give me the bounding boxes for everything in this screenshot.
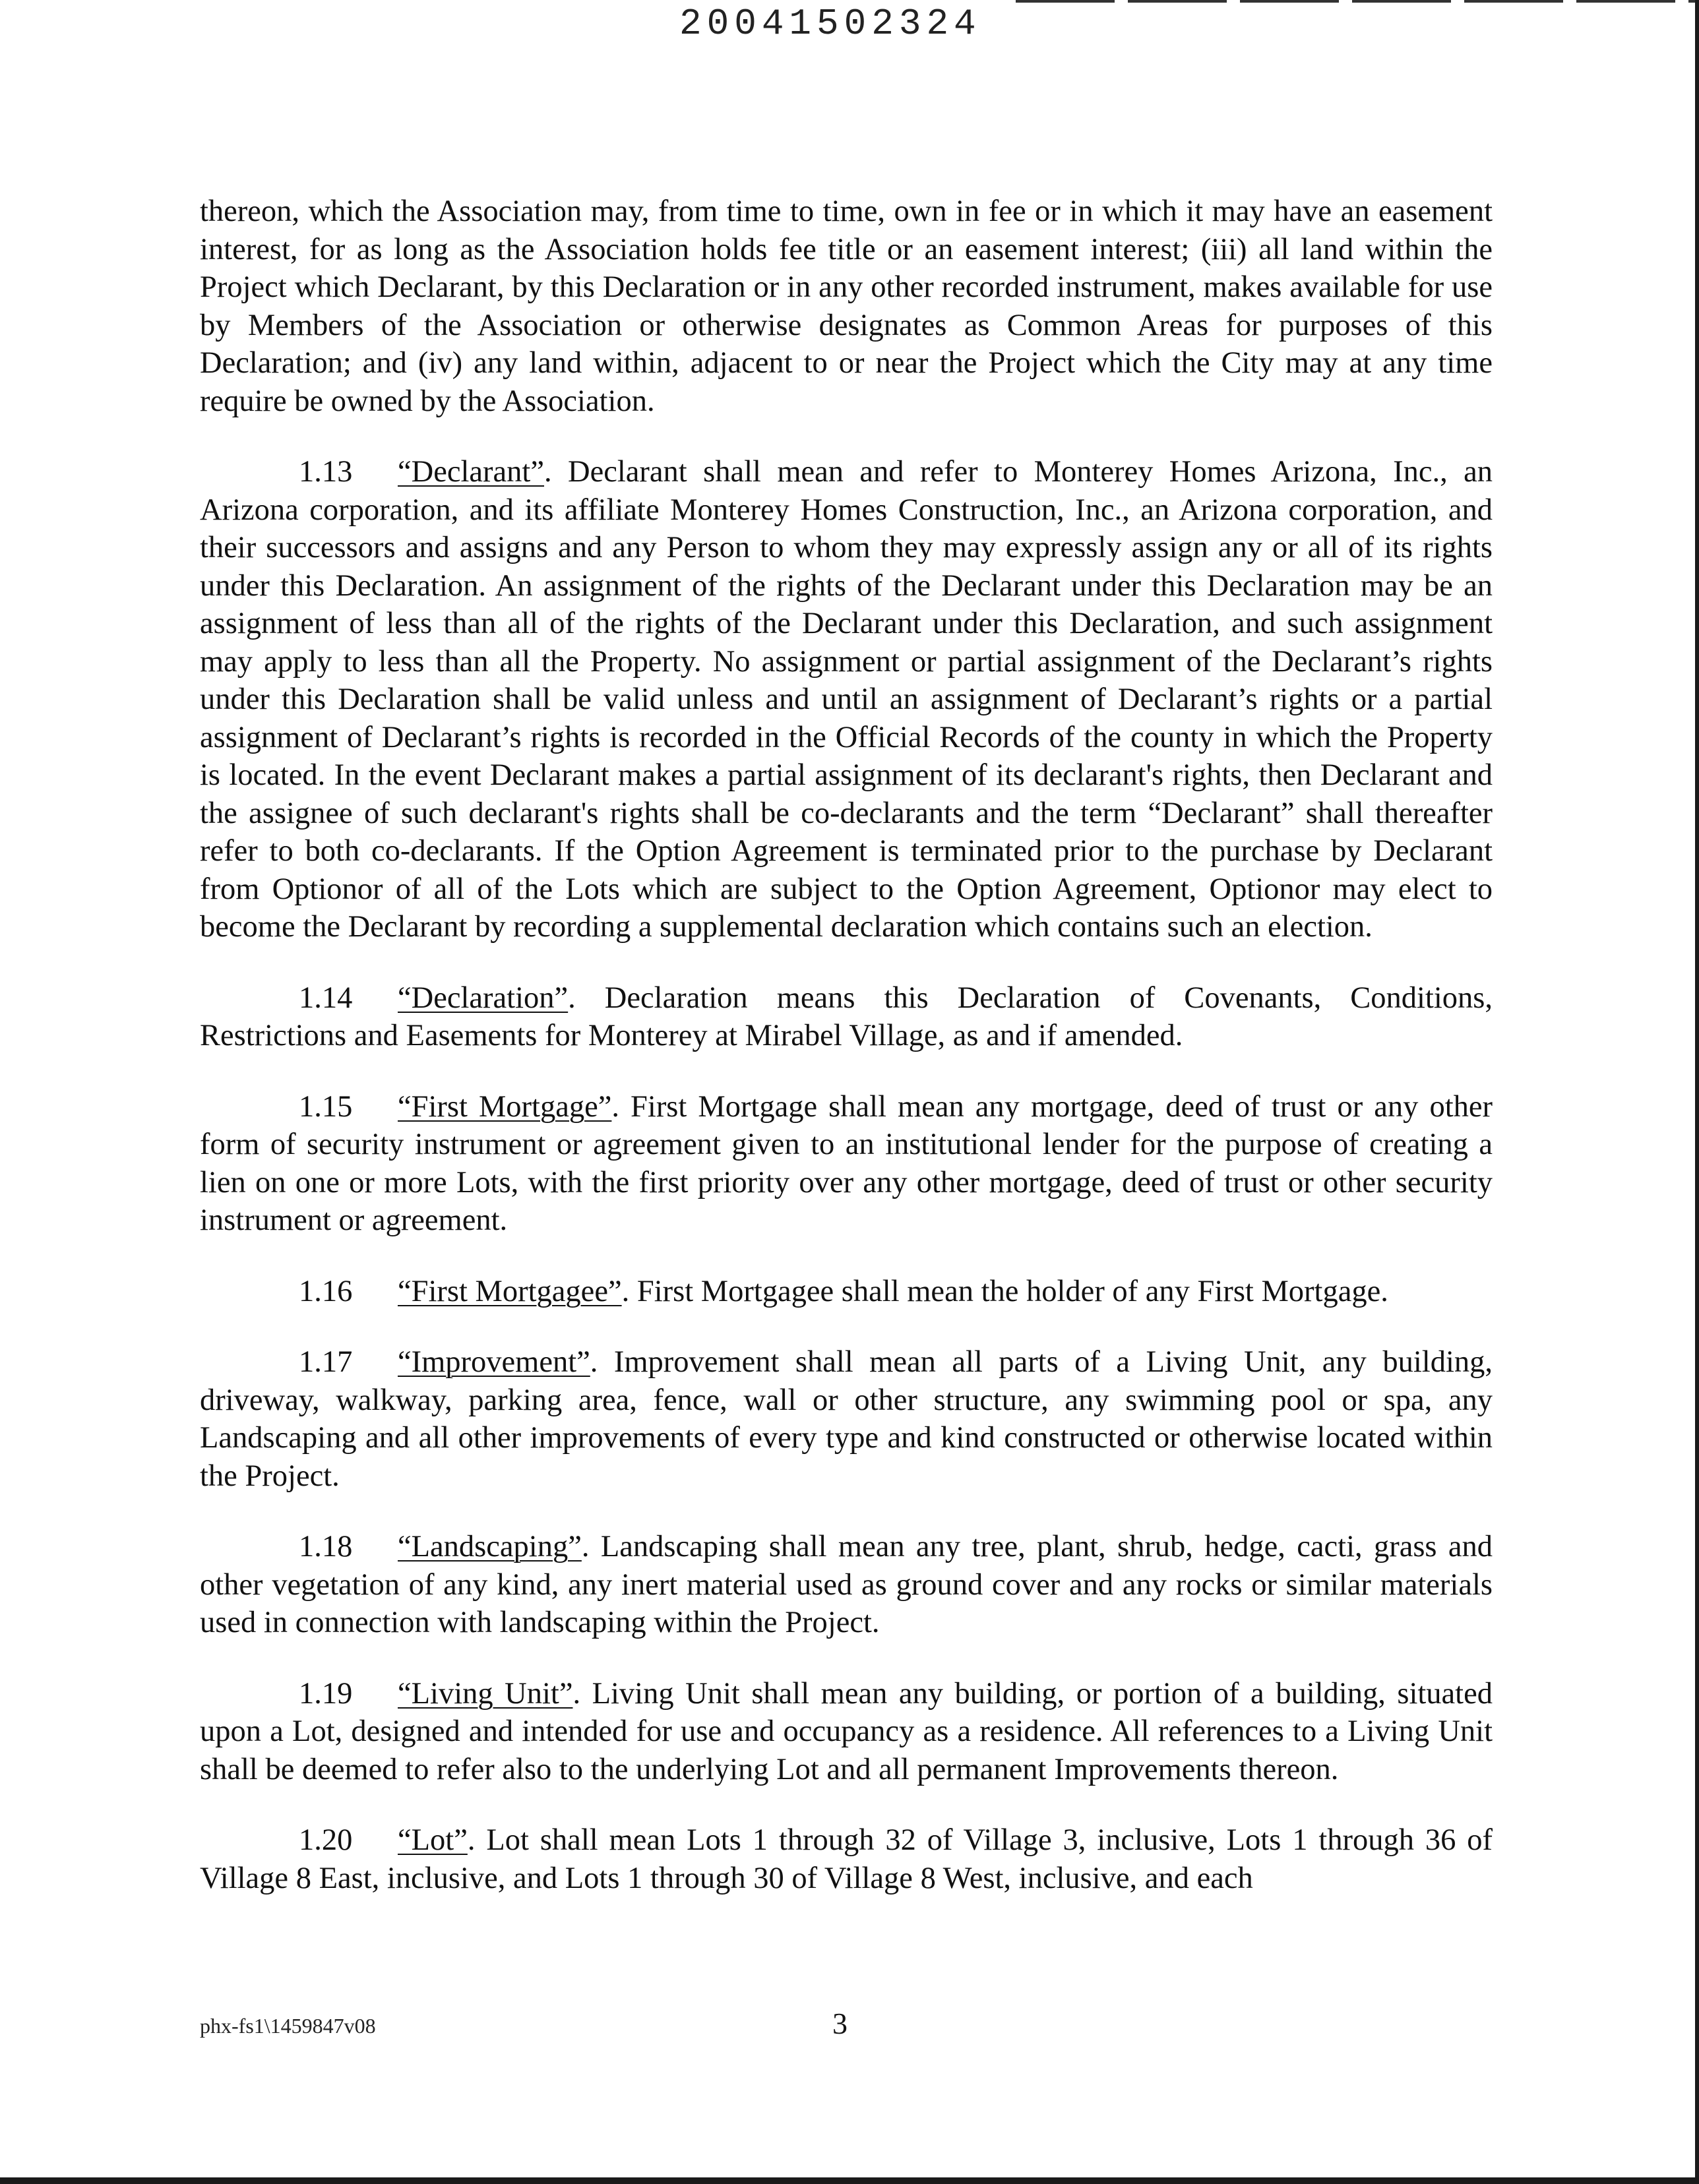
document-body [200, 193, 1493, 1930]
page-number: 3 [832, 2007, 848, 2040]
definition-1-18 [200, 1528, 1493, 1642]
section-number: 1.13 [299, 455, 353, 489]
document-number: 20041502324 [679, 3, 981, 45]
defined-term: “First Mortgage” [398, 1089, 612, 1124]
definition-1-19 [200, 1675, 1493, 1789]
paragraph-continuation [200, 193, 1493, 420]
defined-term: “Landscaping” [398, 1530, 582, 1563]
section-number: 1.16 [299, 1274, 353, 1308]
section-number: 1.15 [299, 1089, 353, 1124]
section-number: 1.14 [299, 981, 353, 1015]
right-scan-edge [1695, 0, 1699, 2184]
paragraph-body: . First Mortgagee shall mean the holder of any First Mortgage. [621, 1274, 1388, 1308]
top-border-line [1016, 0, 1699, 3]
definition-1-14 [200, 979, 1493, 1055]
definition-1-20 [200, 1821, 1493, 1897]
definition-1-15 [200, 1088, 1493, 1240]
paragraph-body: . Lot shall mean Lots 1 through 32 of Village 3, inclusive, Lots 1 through 36 of Village 8 East, inclusive, and Lots 1 through 30 of Village 8 West, inclusive, and each [200, 1823, 1493, 1895]
section-number: 1.18 [299, 1530, 353, 1563]
section-number: 1.19 [299, 1676, 353, 1711]
definition-1-13 [200, 453, 1493, 946]
paragraph-body: . First Mortgage shall mean any mortgage, deed of trust or any other form of security instrument or agreement given to an institutional lender for the purpose of creating a lien on one or more Lots, with the first priority over any other mortgage, deed of trust or other security instrument or agreement. [200, 1089, 1493, 1237]
paragraph-body: . Landscaping shall mean any tree, plant, shrub, hedge, cacti, grass and other vegetation of any kind, any inert material used as ground cover and any rocks or similar materials used in connection with landscaping within the Project. [200, 1530, 1493, 1639]
definition-1-17 [200, 1343, 1493, 1495]
section-number: 1.17 [299, 1345, 353, 1379]
bottom-scan-edge [0, 2177, 1699, 2184]
defined-term: “Improvement” [398, 1345, 590, 1379]
paragraph-body: . Declaration means this Declaration of Covenants, Conditions, Restrictions and Easements for Monterey at Mirabel Village, as and if amended. [200, 981, 1493, 1052]
defined-term: “First Mortgagee” [398, 1274, 622, 1308]
defined-term: “Lot” [398, 1823, 468, 1857]
defined-term: “Declaration” [398, 981, 569, 1015]
definition-1-16 [200, 1273, 1493, 1311]
paragraph-body: . Living Unit shall mean any building, or portion of a building, situated upon a Lot, designed and intended for use and occupancy as a residence. All references to a Living Unit shall be deemed to refer also to the underlying Lot and all permanent Improvements thereon. [200, 1676, 1493, 1786]
defined-term: “Living Unit” [398, 1676, 573, 1711]
section-number: 1.20 [299, 1823, 353, 1857]
paragraph-body: . Improvement shall mean all parts of a Living Unit, any building, driveway, walkway, parking area, fence, wall or other structure, any swimming pool or spa, any Landscaping and all other improvements of every type and kind constructed or otherwise located within the Project. [200, 1345, 1493, 1493]
paragraph-body: . Declarant shall mean and refer to Monterey Homes Arizona, Inc., an Arizona corporation, and its affiliate Monterey Homes Construction, Inc., an Arizona corporation, and their successors and assigns and any Person to whom they may expressly assign any or all of its rights under this Declaration. An assignment of the rights of the Declarant under this Declaration may be an assignment of less than all of the rights of the Declarant under this Declaration, and such assignment may apply to less than all the Property. No assignment or partial assignment of the Declarant’s rights under this Declaration shall be valid unless and until an assignment of Declarant’s rights or a partial assignment of Declarant’s rights is recorded in the Official Records of the county in which the Property is located. In the event Declarant makes a partial assignment of its declarant's rights, then Declarant and the assignee of such declarant's rights shall be co-declarants and the term “Declarant” shall thereafter refer to both co-declarants. If the Option Agreement is terminated prior to the purchase by Declarant from Optionor of all of the Lots which are subject to the Option Agreement, Optionor may elect to become the Declarant by recording a supplemental declaration which contains such an election. [200, 455, 1493, 944]
footer-file-id: phx-fs1\1459847v08 [200, 2014, 376, 2038]
paragraph-body: thereon, which the Association may, from time to time, own in fee or in which it may have an easement interest, for as long as the Association holds fee title or an easement interest; (iii) all land within the Project which Declarant, by this Declaration or in any other recorded instrument, makes available for use by Members of the Association or otherwise designates as Common Areas for purposes of this Declaration; and (iv) any land within, adjacent to or near the Project which the City may at any time require be owned by the Association. [200, 195, 1493, 418]
defined-term: “Declarant” [398, 455, 544, 489]
